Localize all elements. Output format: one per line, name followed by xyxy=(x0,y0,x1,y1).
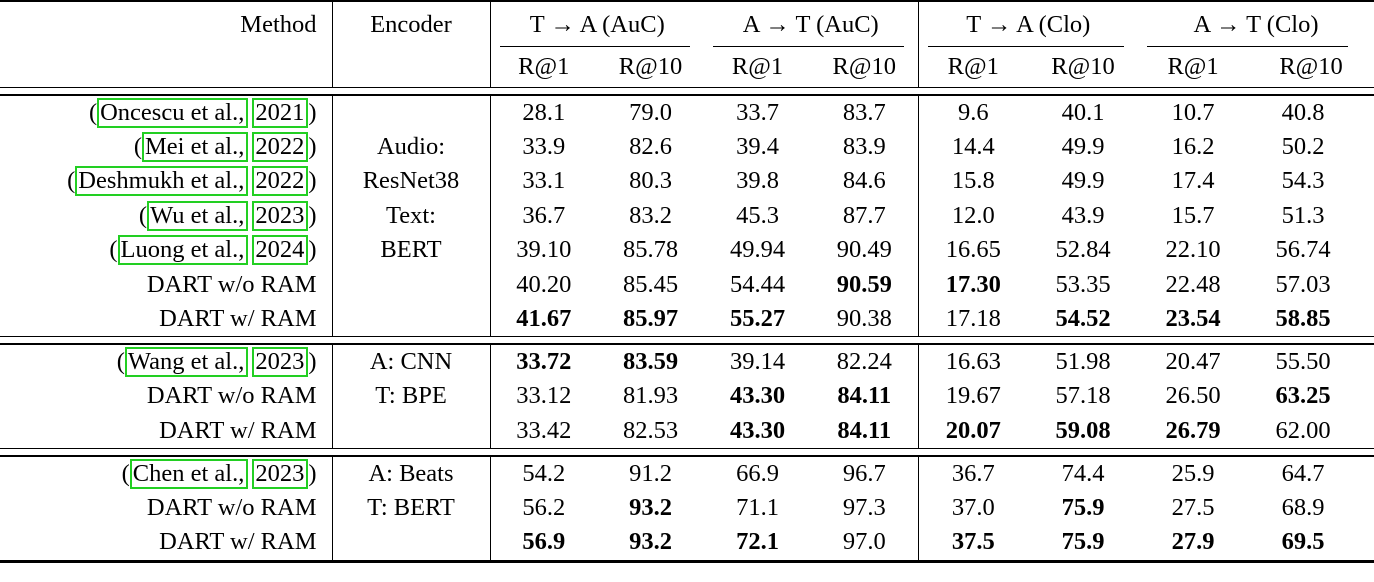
citation-close-paren: ) xyxy=(308,132,317,160)
citation-close-paren: ) xyxy=(308,167,317,195)
metric-cell: 87.7 xyxy=(811,199,918,233)
metric-cell: 85.45 xyxy=(622,270,679,298)
metric-cell: 17.30 xyxy=(945,270,1001,298)
col-group-audio-to-text-clo: A → T (Clo) xyxy=(1138,1,1374,47)
col-header-method: Method xyxy=(0,1,332,47)
metric-cell: 82.24 xyxy=(811,344,918,379)
metric-cell: 50.2 xyxy=(1281,132,1325,160)
citation-close-paren: ) xyxy=(308,236,317,264)
metric-cell: 33.12 xyxy=(516,382,572,410)
metric-cell: 39.8 xyxy=(736,167,779,195)
citation-open-paren: ( xyxy=(116,347,125,375)
citation-author-link[interactable]: Deshmukh et al., xyxy=(75,166,248,196)
citation-year-link[interactable]: 2024 xyxy=(252,235,308,265)
encoder-cell xyxy=(332,95,490,337)
encoder-line: BERT xyxy=(380,236,442,264)
encoder-line: T: BPE xyxy=(375,382,447,410)
metric-cell: 71.1 xyxy=(736,493,779,521)
table-row xyxy=(0,414,1374,449)
metric-cell: 26.50 xyxy=(1165,382,1221,410)
col-header-encoder: Encoder xyxy=(332,1,490,47)
method-cell xyxy=(0,233,332,267)
metric-cell: 49.9 xyxy=(1061,167,1105,195)
header-body-divider xyxy=(0,88,1374,95)
metric-cell: 74.4 xyxy=(1061,459,1105,487)
metric-cell: 75.9 xyxy=(1061,528,1105,556)
metric-cell: 83.59 xyxy=(622,347,679,375)
table-header xyxy=(0,1,1374,88)
citation-open-paren: ( xyxy=(121,459,130,487)
metric-cell: 39.10 xyxy=(516,236,572,264)
metric-cell: 20.07 xyxy=(945,416,1001,444)
metric-cell: 97.0 xyxy=(811,525,918,561)
table-row xyxy=(0,130,1374,164)
metric-cell: 66.9 xyxy=(736,459,779,487)
rule-divider xyxy=(0,449,1374,456)
citation-author-link[interactable]: Mei et al., xyxy=(142,132,248,162)
metric-cell: 90.49 xyxy=(811,233,918,267)
metric-cell: 93.2 xyxy=(629,528,672,556)
method-cell xyxy=(0,199,332,233)
encoder-cell xyxy=(332,456,490,562)
metric-cell: 23.54 xyxy=(1165,304,1221,332)
table-row xyxy=(0,379,1374,413)
citation-open-paren: ( xyxy=(109,236,118,264)
metric-cell: 84.11 xyxy=(811,379,918,413)
metric-cell: 83.2 xyxy=(629,201,672,229)
encoder-cell xyxy=(332,344,490,449)
metric-cell: 9.6 xyxy=(957,98,989,126)
method-cell xyxy=(0,491,332,525)
metric-cell: 84.6 xyxy=(811,164,918,198)
method-cell xyxy=(0,268,332,302)
metric-cell: 22.10 xyxy=(1165,236,1221,264)
metric-cell: 51.3 xyxy=(1281,201,1325,229)
method-label: DART w/o RAM xyxy=(146,270,317,298)
citation-close-paren: ) xyxy=(308,98,317,126)
metric-cell: 41.67 xyxy=(516,304,572,332)
subheader-r10: R@10 xyxy=(1051,53,1115,80)
metric-cell: 39.4 xyxy=(736,132,779,160)
metric-cell: 59.08 xyxy=(1055,416,1111,444)
method-cell xyxy=(0,302,332,337)
table-row xyxy=(0,525,1374,561)
citation-year-link[interactable]: 2021 xyxy=(252,98,308,128)
method-label: DART w/ RAM xyxy=(159,304,317,332)
metric-cell: 36.7 xyxy=(522,201,566,229)
method-cell xyxy=(0,414,332,449)
table-row xyxy=(0,233,1374,267)
metric-cell: 22.48 xyxy=(1165,270,1221,298)
metric-cell: 54.52 xyxy=(1055,304,1111,332)
metric-cell: 69.5 xyxy=(1281,528,1325,556)
metric-cell: 20.47 xyxy=(1165,347,1221,375)
metric-cell: 81.93 xyxy=(622,382,679,410)
metric-cell: 33.7 xyxy=(736,98,779,126)
encoder-lines xyxy=(333,345,490,414)
metric-cell: 12.0 xyxy=(951,201,995,229)
metric-cell: 16.2 xyxy=(1171,132,1215,160)
metric-cell: 91.2 xyxy=(629,459,672,487)
metric-cell: 19.67 xyxy=(945,382,1001,410)
subheader-r1: R@1 xyxy=(731,53,784,80)
table-row xyxy=(0,456,1374,491)
metric-cell: 39.14 xyxy=(729,347,786,375)
citation-author-link[interactable]: Oncescu et al., xyxy=(97,98,248,128)
metric-cell: 16.63 xyxy=(945,347,1001,375)
header-row-metrics xyxy=(0,47,1374,88)
metric-cell: 82.6 xyxy=(629,132,672,160)
citation-author-link[interactable]: Wang et al., xyxy=(125,347,248,377)
metric-cell: 56.9 xyxy=(522,528,566,556)
metric-cell: 54.3 xyxy=(1281,167,1325,195)
metric-cell: 64.7 xyxy=(1281,459,1325,487)
metric-cell: 85.97 xyxy=(622,304,679,332)
table-row xyxy=(0,268,1374,302)
metric-cell: 51.98 xyxy=(1055,347,1111,375)
metric-cell: 96.7 xyxy=(811,456,918,491)
metric-cell: 75.9 xyxy=(1061,493,1105,521)
metric-cell: 17.4 xyxy=(1171,167,1215,195)
col-group-audio-to-text-auc: A → T (AuC) xyxy=(704,1,918,47)
metric-cell: 79.0 xyxy=(629,98,672,126)
metric-cell: 68.9 xyxy=(1281,493,1325,521)
metric-cell: 52.84 xyxy=(1055,236,1111,264)
encoder-line: A: CNN xyxy=(369,347,453,375)
encoder-line: Text: xyxy=(386,201,436,229)
table-row xyxy=(0,491,1374,525)
method-label: DART w/ RAM xyxy=(159,528,317,556)
metric-cell: 63.25 xyxy=(1275,382,1331,410)
metric-cell: 17.18 xyxy=(945,304,1001,332)
empty-method-subheader xyxy=(0,47,332,88)
metric-cell: 54.44 xyxy=(729,270,786,298)
empty-encoder-subheader xyxy=(332,47,490,88)
metric-cell: 53.35 xyxy=(1055,270,1111,298)
metric-cell: 83.7 xyxy=(811,95,918,130)
citation-open-paren: ( xyxy=(133,132,142,160)
metric-cell: 62.00 xyxy=(1275,416,1331,444)
method-cell xyxy=(0,456,332,491)
rule-divider xyxy=(0,88,1374,95)
metric-cell: 28.1 xyxy=(522,98,566,126)
method-cell xyxy=(0,344,332,379)
citation-year-link[interactable]: 2022 xyxy=(252,132,308,162)
encoder-line: T: BERT xyxy=(367,493,455,521)
metric-cell: 40.20 xyxy=(516,270,572,298)
citation-author-link[interactable]: Chen et al., xyxy=(130,459,249,489)
citation-close-paren: ) xyxy=(308,459,317,487)
metric-cell: 36.7 xyxy=(951,459,995,487)
metric-cell: 33.1 xyxy=(522,167,566,195)
citation-author-link[interactable]: Luong et al., xyxy=(118,235,249,265)
method-cell xyxy=(0,95,332,130)
metric-cell: 15.8 xyxy=(951,167,995,195)
metric-cell: 90.38 xyxy=(811,302,918,337)
metric-cell: 25.9 xyxy=(1171,459,1215,487)
metric-cell: 49.94 xyxy=(729,236,786,264)
citation-year-link[interactable]: 2022 xyxy=(252,166,308,196)
metric-cell: 49.9 xyxy=(1061,132,1105,160)
metric-cell: 33.72 xyxy=(516,347,572,375)
header-row-groups xyxy=(0,1,1374,47)
method-label: DART w/ RAM xyxy=(159,416,317,444)
metric-cell: 90.59 xyxy=(811,268,918,302)
group-divider xyxy=(0,337,1374,344)
metric-cell: 57.03 xyxy=(1275,270,1331,298)
method-cell xyxy=(0,379,332,413)
citation-year-link[interactable]: 2023 xyxy=(252,347,308,377)
encoder-line: ResNet38 xyxy=(362,167,460,195)
encoder-line: Audio: xyxy=(376,132,446,160)
metric-cell: 40.1 xyxy=(1061,98,1105,126)
metric-cell: 56.2 xyxy=(522,493,566,521)
subheader-r10: R@10 xyxy=(811,47,918,88)
method-label: DART w/o RAM xyxy=(146,382,317,410)
citation-open-paren: ( xyxy=(67,167,76,195)
subheader-r10: R@10 xyxy=(618,53,683,80)
metric-cell: 43.9 xyxy=(1061,201,1105,229)
encoder-lines xyxy=(333,457,490,526)
table-row xyxy=(0,199,1374,233)
citation-year-link[interactable]: 2023 xyxy=(252,459,308,489)
metric-cell: 97.3 xyxy=(811,491,918,525)
metric-cell: 33.9 xyxy=(522,132,566,160)
citation-close-paren: ) xyxy=(308,347,317,375)
metric-cell: 14.4 xyxy=(951,132,995,160)
subheader-r1: R@1 xyxy=(518,53,570,80)
metric-cell: 57.18 xyxy=(1055,382,1111,410)
method-cell xyxy=(0,525,332,561)
method-cell xyxy=(0,164,332,198)
metric-cell: 55.27 xyxy=(729,304,786,332)
metric-cell: 56.74 xyxy=(1275,236,1331,264)
subheader-r1: R@1 xyxy=(1167,53,1219,80)
method-cell xyxy=(0,130,332,164)
subheader-r1: R@1 xyxy=(947,53,999,80)
citation-author-link[interactable]: Wu et al., xyxy=(147,201,248,231)
method-label: DART w/o RAM xyxy=(146,493,317,521)
metric-cell: 27.5 xyxy=(1171,493,1215,521)
table-body xyxy=(0,88,1374,562)
citation-open-paren: ( xyxy=(88,98,98,126)
metric-cell: 45.3 xyxy=(736,201,779,229)
metric-cell: 72.1 xyxy=(736,528,779,556)
metric-cell: 80.3 xyxy=(629,167,672,195)
col-group-text-to-audio-clo: T → A (Clo) xyxy=(918,1,1138,47)
metric-cell: 54.2 xyxy=(522,459,566,487)
metric-cell: 16.65 xyxy=(945,236,1001,264)
metric-cell: 26.79 xyxy=(1165,416,1221,444)
table-row xyxy=(0,344,1374,379)
metric-cell: 82.53 xyxy=(622,416,679,444)
encoder-lines xyxy=(333,96,490,268)
metric-cell: 85.78 xyxy=(622,236,679,264)
metric-cell: 93.2 xyxy=(629,493,672,521)
metric-cell: 15.7 xyxy=(1171,201,1215,229)
metric-cell: 43.30 xyxy=(729,416,786,444)
table-row xyxy=(0,164,1374,198)
metric-cell: 58.85 xyxy=(1275,304,1331,332)
subheader-r10: R@10 xyxy=(1279,53,1343,80)
metric-cell: 55.50 xyxy=(1275,347,1331,375)
metric-cell: 10.7 xyxy=(1171,98,1215,126)
metric-cell: 40.8 xyxy=(1281,98,1325,126)
metric-cell: 33.42 xyxy=(516,416,572,444)
rule-divider xyxy=(0,337,1374,344)
metric-cell: 37.0 xyxy=(951,493,995,521)
metric-cell: 43.30 xyxy=(729,382,786,410)
encoder-line: A: Beats xyxy=(368,459,454,487)
table-row xyxy=(0,302,1374,337)
metric-cell: 83.9 xyxy=(811,130,918,164)
col-group-text-to-audio-auc: T → A (AuC) xyxy=(490,1,704,47)
metric-cell: 37.5 xyxy=(951,528,995,556)
table-row xyxy=(0,95,1374,130)
citation-close-paren: ) xyxy=(308,201,317,229)
metric-cell: 27.9 xyxy=(1171,528,1215,556)
citation-year-link[interactable]: 2023 xyxy=(252,201,308,231)
citation-open-paren: ( xyxy=(138,201,148,229)
metric-cell: 84.11 xyxy=(811,414,918,449)
group-divider xyxy=(0,449,1374,456)
